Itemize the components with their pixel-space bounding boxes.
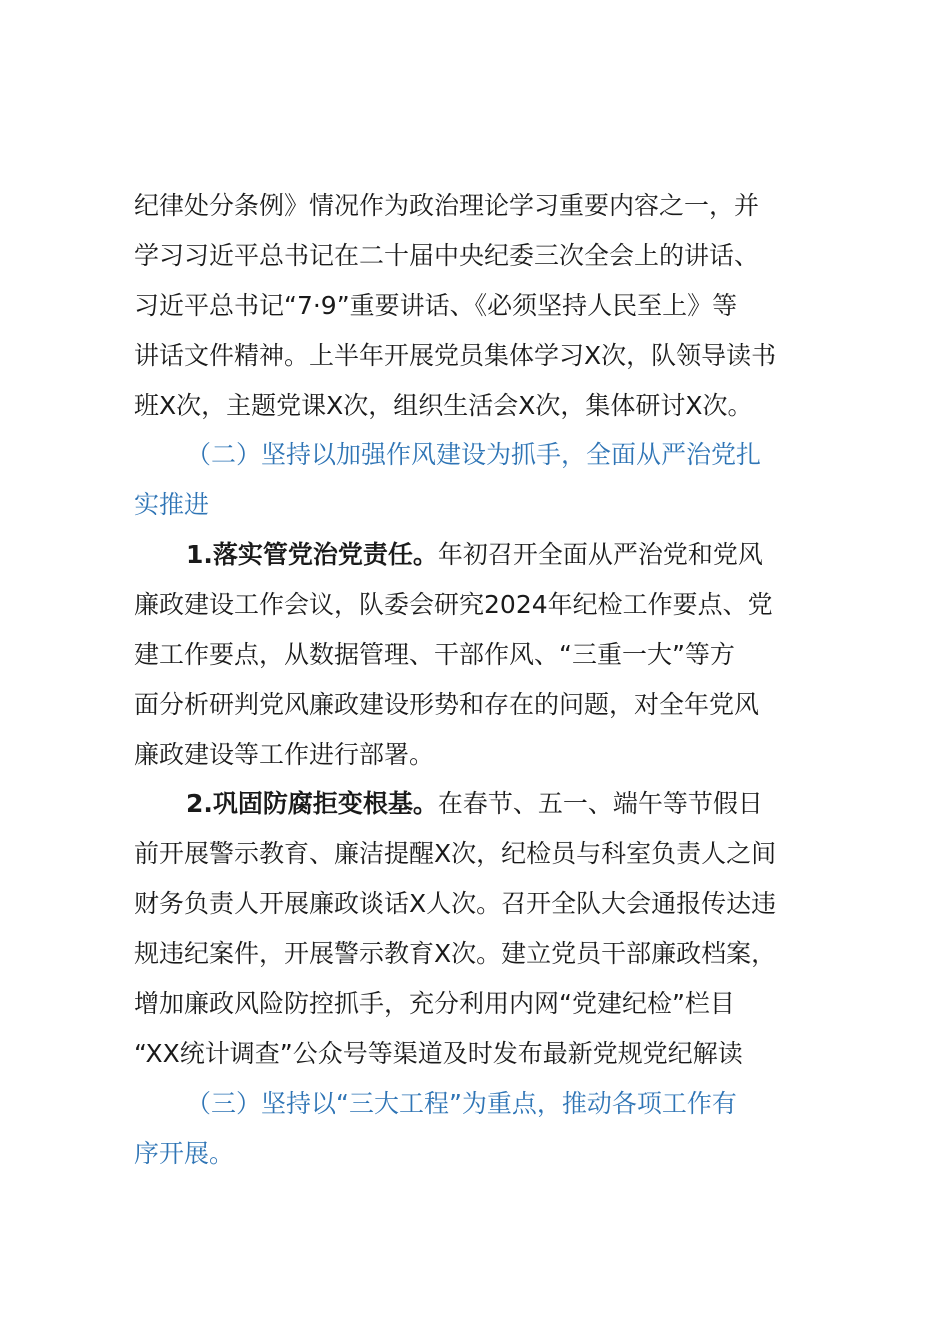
item-text: 年初召开全面从严治党和党风 <box>437 540 763 569</box>
body-text-line: 班X次，主题党课X次，组织生活会X次，集体研讨X次。 <box>134 391 753 420</box>
body-text-line: 建工作要点，从数据管理、干部作风、“三重一大”等方 <box>134 640 735 669</box>
body-text-line: 面分析研判党风廉政建设形势和存在的问题，对全年党风 <box>134 690 760 719</box>
item-text: 在春节、五一、端午等节假日 <box>437 789 763 818</box>
body-text-line: 财务负责人开展廉政谈话X人次。召开全队大会通报传达违 <box>134 889 777 918</box>
section-heading-line: 实推进 <box>134 490 210 519</box>
body-text-line: “XX统计调查”公众号等渠道及时发布最新党规党纪解读 <box>134 1039 743 1068</box>
body-text-line: 学习习近平总书记在二十届中央纪委三次全会上的讲话、 <box>134 241 760 270</box>
item-title: 2.巩固防腐拒变根基。 <box>186 789 438 818</box>
body-text-line: 讲话文件精神。上半年开展党员集体学习X次，队领导读书 <box>134 341 777 370</box>
body-text-line: 习近平总书记“7·9”重要讲话、《必须坚持人民至上》等 <box>134 291 738 320</box>
section-heading-line: （二）坚持以加强作风建设为抓手，全面从严治党扎 <box>186 440 762 469</box>
item-first-line <box>186 540 763 570</box>
body-text-line: 廉政建设工作会议，队委会研究2024年纪检工作要点、党 <box>134 590 773 619</box>
section-heading-line: 序开展。 <box>134 1139 235 1168</box>
body-text-line: 廉政建设等工作进行部署。 <box>134 740 435 769</box>
body-text-line: 纪律处分条例》情况作为政治理论学习重要内容之一，并 <box>134 191 760 220</box>
body-text-line: 规违纪案件，开展警示教育X次。建立党员干部廉政档案， <box>134 939 777 968</box>
body-text-line: 增加廉政风险防控抓手，充分利用内网“党建纪检”栏目 <box>134 989 735 1018</box>
item-first-line <box>186 789 763 819</box>
section-heading-line: （三）坚持以“三大工程”为重点，推动各项工作有 <box>186 1089 737 1118</box>
item-title: 1.落实管党治党责任。 <box>186 540 438 569</box>
body-text-line: 前开展警示教育、廉洁提醒X次，纪检员与科室负责人之间 <box>134 839 777 868</box>
